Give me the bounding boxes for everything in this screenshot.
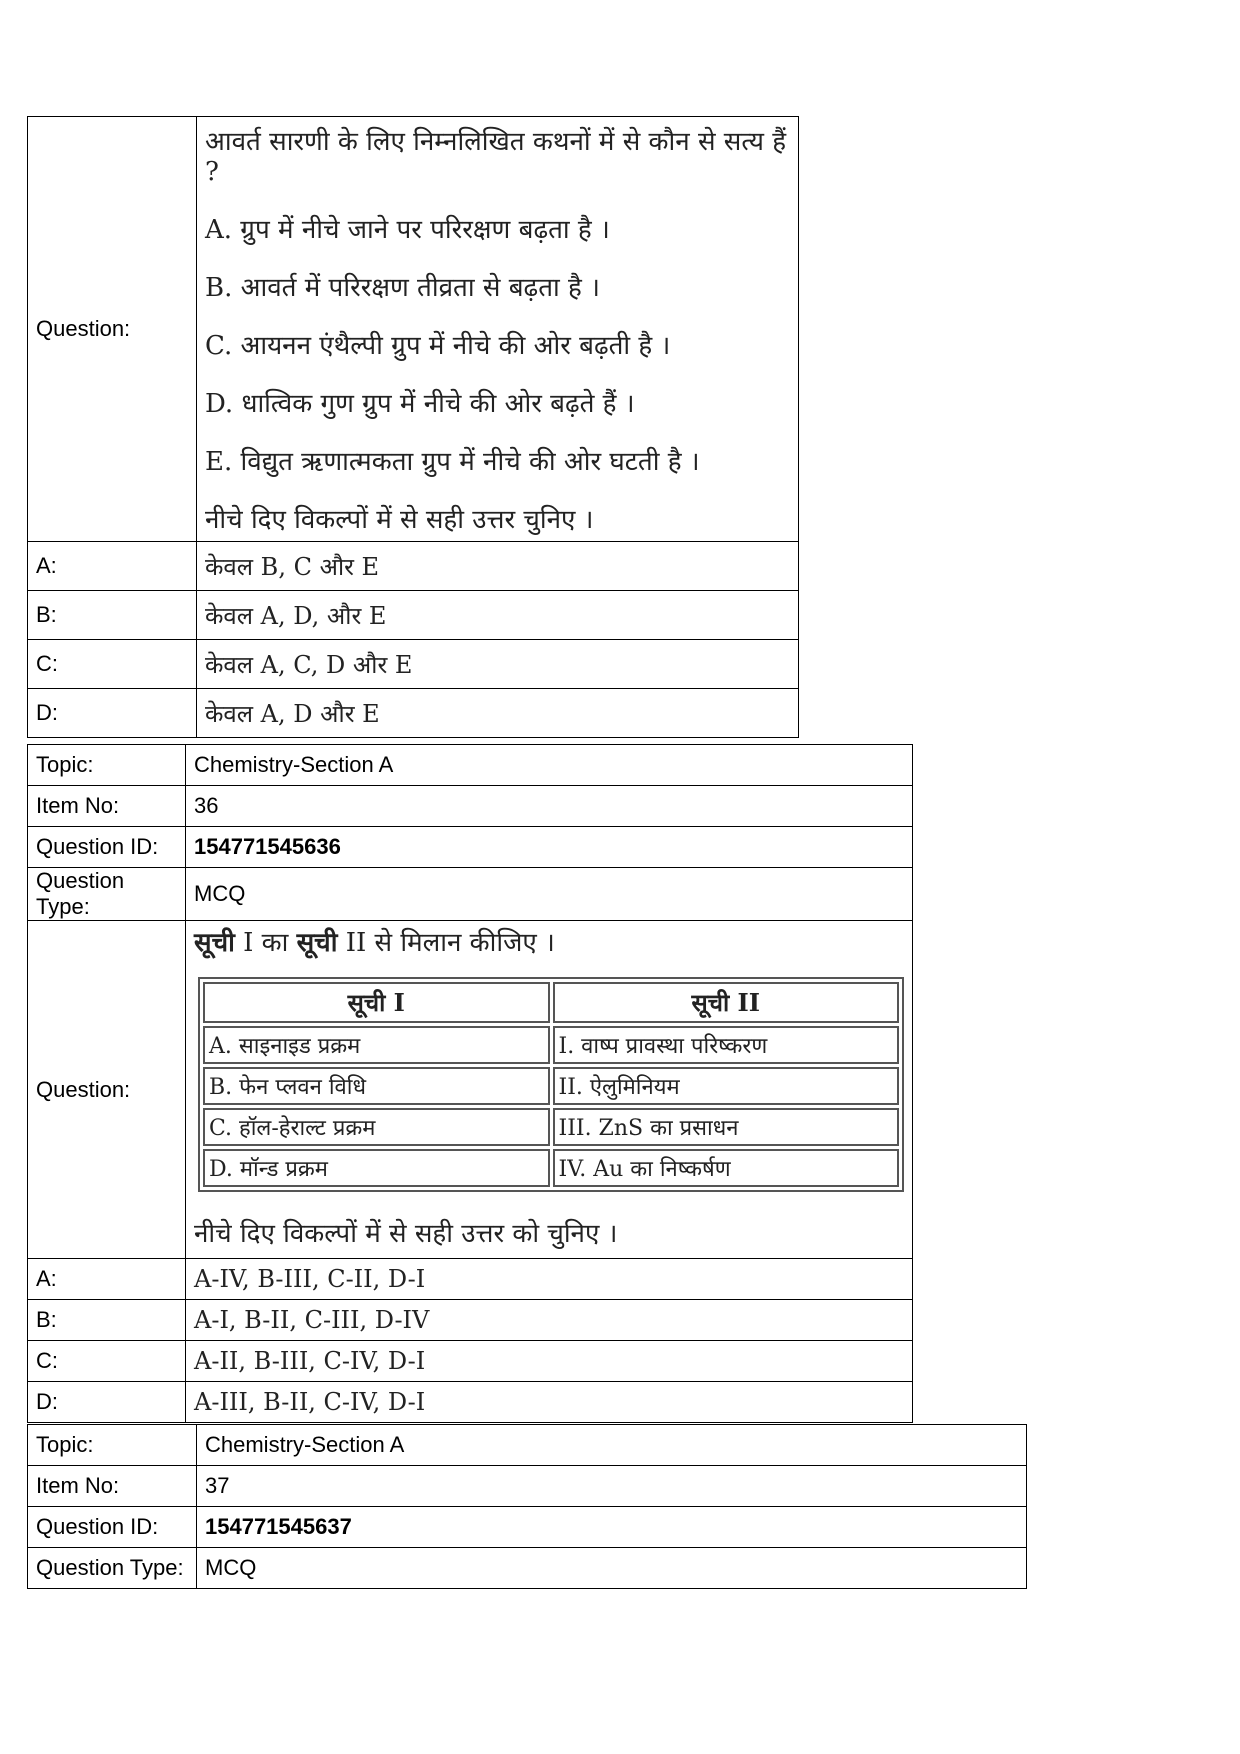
q35-line-6: E. विद्युत ऋणात्मकता ग्रुप में नीचे की ओर घटती है । bbox=[205, 447, 700, 477]
option-d-label: D: bbox=[28, 1382, 186, 1423]
list-row bbox=[203, 1149, 899, 1187]
list-2-item: IV. Au का निष्कर्षण bbox=[553, 1149, 900, 1187]
list-2-header: सूची II bbox=[553, 982, 900, 1023]
question-35-text bbox=[197, 117, 799, 542]
q36-closing: नीचे दिए विकल्पों में से सही उत्तर को चुनिए । bbox=[194, 1219, 618, 1249]
item-no-label: Item No: bbox=[28, 786, 186, 827]
q35-line-1: आवर्त सारणी के लिए निम्नलिखित कथनों में से कौन से सत्य हैं ? bbox=[205, 127, 787, 187]
option-a-text: केवल B, C और E bbox=[197, 542, 799, 591]
option-c-text: A-II, B-III, C-IV, D-I bbox=[186, 1341, 913, 1382]
question-type-label: Question Type: bbox=[28, 868, 186, 921]
option-d-text: A-III, B-II, C-IV, D-I bbox=[186, 1382, 913, 1423]
list-1-item: C. हॉल-हेराल्ट प्रक्रम bbox=[203, 1108, 550, 1146]
option-b-label: B: bbox=[28, 1300, 186, 1341]
q36-intro bbox=[194, 927, 904, 959]
list-row bbox=[203, 1108, 899, 1146]
option-a-label: A: bbox=[28, 542, 197, 591]
question-36-table bbox=[27, 744, 913, 1423]
question-id-value: 154771545636 bbox=[186, 827, 913, 868]
q35-line-5: D. धात्विक गुण ग्रुप में नीचे की ओर बढ़ते हैं । bbox=[205, 389, 635, 419]
topic-label: Topic: bbox=[28, 1425, 197, 1466]
q36-intro-mid-2: II से मिलान कीजिए । bbox=[337, 928, 555, 958]
option-a-text: A-IV, B-III, C-II, D-I bbox=[186, 1259, 913, 1300]
question-type-value: MCQ bbox=[197, 1548, 1027, 1589]
question-id-label: Question ID: bbox=[28, 827, 186, 868]
list-2-item: II. ऐलुमिनियम bbox=[553, 1067, 900, 1105]
item-no-value: 37 bbox=[197, 1466, 1027, 1507]
topic-value: Chemistry-Section A bbox=[197, 1425, 1027, 1466]
option-c-label: C: bbox=[28, 1341, 186, 1382]
list-1-item: B. फेन प्लवन विधि bbox=[203, 1067, 550, 1105]
question-id-label: Question ID: bbox=[28, 1507, 197, 1548]
question-35-table bbox=[27, 116, 799, 738]
list-row bbox=[203, 1026, 899, 1064]
option-b-label: B: bbox=[28, 591, 197, 640]
question-label: Question: bbox=[28, 921, 186, 1259]
option-c-text: केवल A, C, D और E bbox=[197, 640, 799, 689]
list-1-item: D. मॉन्ड प्रक्रम bbox=[203, 1149, 550, 1187]
option-b-text: A-I, B-II, C-III, D-IV bbox=[186, 1300, 913, 1341]
list-2-item: III. ZnS का प्रसाधन bbox=[553, 1108, 900, 1146]
q36-intro-bold-1: सूची bbox=[194, 928, 235, 958]
option-d-text: केवल A, D और E bbox=[197, 689, 799, 738]
option-c-label: C: bbox=[28, 640, 197, 689]
topic-value: Chemistry-Section A bbox=[186, 745, 913, 786]
question-36-text bbox=[186, 921, 913, 1259]
topic-label: Topic: bbox=[28, 745, 186, 786]
list-1-item: A. साइनाइड प्रक्रम bbox=[203, 1026, 550, 1064]
item-no-value: 36 bbox=[186, 786, 913, 827]
item-no-label: Item No: bbox=[28, 1466, 197, 1507]
q36-intro-mid-1: I का bbox=[234, 928, 297, 958]
option-b-text: केवल A, D, और E bbox=[197, 591, 799, 640]
q35-line-4: C. आयनन एंथैल्पी ग्रुप में नीचे की ओर बढ़ती है । bbox=[205, 331, 671, 361]
question-37-table bbox=[27, 1424, 1027, 1589]
q36-intro-bold-2: सूची bbox=[296, 928, 338, 958]
option-a-label: A: bbox=[28, 1259, 186, 1300]
question-type-value: MCQ bbox=[186, 868, 913, 921]
question-label: Question: bbox=[28, 117, 197, 542]
list-1-header: सूची I bbox=[203, 982, 550, 1023]
q35-line-3: B. आवर्त में परिरक्षण तीव्रता से बढ़ता है । bbox=[205, 273, 600, 303]
question-id-value: 154771545637 bbox=[197, 1507, 1027, 1548]
q35-line-7: नीचे दिए विकल्पों में से सही उत्तर चुनिए । bbox=[205, 505, 594, 535]
list-2-item: I. वाष्प प्रावस्था परिष्करण bbox=[553, 1026, 900, 1064]
list-row bbox=[203, 1067, 899, 1105]
question-type-label: Question Type: bbox=[28, 1548, 197, 1589]
q35-line-2: A. ग्रुप में नीचे जाने पर परिरक्षण बढ़ता है । bbox=[205, 215, 610, 245]
match-list-table bbox=[198, 977, 904, 1192]
option-d-label: D: bbox=[28, 689, 197, 738]
